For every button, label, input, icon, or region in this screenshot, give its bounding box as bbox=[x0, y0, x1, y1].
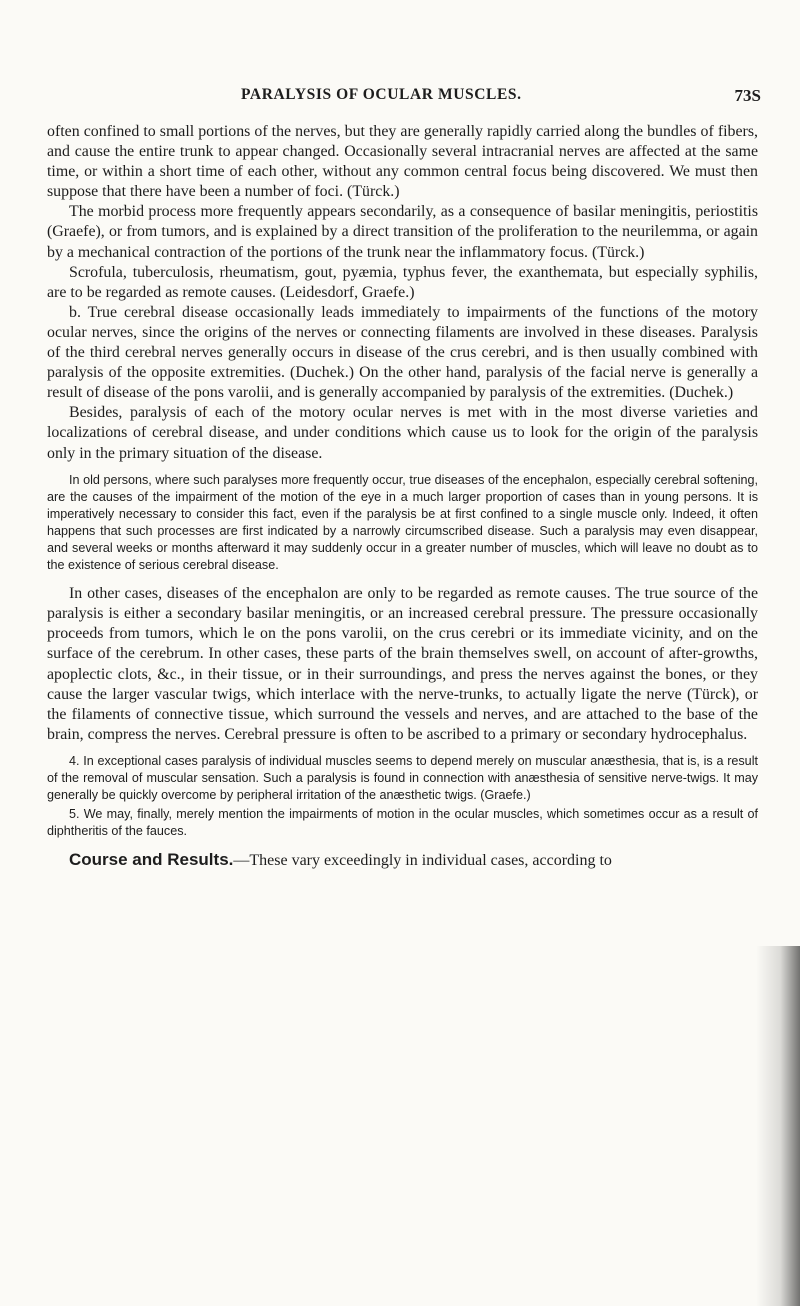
course-and-results bbox=[47, 850, 758, 871]
note-diphtheritis: 5. We may, finally, merely mention the impairments of motion in the ocular muscles, which sometimes occur as a result of diphtheritis of the fauces. bbox=[47, 807, 758, 839]
note-old-persons: In old persons, where such paralyses more frequently occur, true diseases of the encephalon, especially cerebral softening, are the causes of the impairment of the motion of the eye in a much larger proportion of cases than in young persons. It is imperatively necessary to consider this fact, even if the paralysis be at first confined to a single muscle only. Indeed, it often happens that such processes are first indicated by a narrowly circumscribed disease. Such a paralysis may even disappear, and several weeks or months afterward it may suddenly occur in a greater number of muscles, which will leave no doubt as to the existence of serious cerebral disease. bbox=[47, 472, 758, 573]
paragraph-remote-causes: Scrofula, tuberculosis, rheumatism, gout, pyæmia, typhus fever, the exanthemata, but especially syphilis, are to be regarded as remote causes. (Leidesdorf, Graefe.) bbox=[47, 263, 758, 301]
paragraph-other-cases: In other cases, diseases of the encephalon are only to be regarded as remote causes. The true source of the paralysis is either a secondary basilar meningitis, or an increased cerebral pressure. The pressure occasionally proceeds from tumors, which le on the pons varolii, on the crus cerebri or its immediate vicinity, and on the surface of the cerebrum. In other cases, these parts of the brain themselves swell, on account of after-growths, apoplectic clots, &c., in their tissue, or in their surroundings, and press the nerves against the bones, or they cause the larger vascular twigs, which interlace with the nerve-trunks, to actually ligate the nerve (Türck), or the filaments of connective tissue, which surround the vessels and nerves, and are attached to the base of the brain, compress the nerves. Cerebral pressure is often to be ascribed to a primary or secondary hydrocephalus. bbox=[47, 585, 758, 743]
course-heading: Course and Results. bbox=[69, 850, 234, 870]
paragraph-cerebral-disease: b. True cerebral disease occasionally leads immediately to impairments of the functions of the motory ocular nerves, since the origins of the nerves or connecting filaments are involved in these diseases. Paralysis of the third cerebral nerves generally occurs in disease of the crus cerebri, and is then usually combined with paralysis of the opposite extremities. (Duchek.) On the other hand, paralysis of the facial nerve is generally a result of disease of the pons varolii, and is generally accompanied by paralysis of the extremities. (Duchek.) bbox=[47, 303, 758, 402]
running-head: PARALYSIS OF OCULAR MUSCLES. bbox=[241, 86, 522, 103]
paragraph-diverse-varieties: Besides, paralysis of each of the motory ocular nerves is met with in the most diverse varieties and localizations of cerebral disease, and under conditions which cause us to look for the origin of the paralysis only in the primary situation of the disease. bbox=[47, 404, 758, 462]
page-body bbox=[47, 122, 758, 871]
paragraph-nerve-changes: often confined to small portions of the nerves, but they are generally rapidly carried along the bundles of fibers, and cause the entire trunk to appear changed. Occasionally several intracranial nerves are affected at the same time, or within a short time of each other, without any common central focus being discovered. We must then suppose that there have been a number of foci. (Türck.) bbox=[47, 123, 758, 201]
paragraph-secondary-process: The morbid process more frequently appears secondarily, as a consequence of basilar meningitis, periostitis (Graefe), or from tumors, and is explained by a direct transition of the proliferation to the neurilemma, or again by a mechanical contraction of the portions of the trunk near the inflammatory focus. (Türck.) bbox=[47, 203, 758, 261]
page-number: 73S bbox=[734, 86, 761, 105]
page-header bbox=[241, 86, 761, 110]
course-text: —These vary exceedingly in individual cases, according to bbox=[233, 852, 612, 870]
note-muscular-anaesthesia: 4. In exceptional cases paralysis of individual muscles seems to depend merely on muscular anæsthesia, that is, is a result of the removal of muscular sensation. Such a paralysis is found in connection with anæsthesia of sensitive nerve-twigs. It may generally be quickly overcome by peripheral irritation of the anæsthetic twigs. (Graefe.) bbox=[47, 753, 758, 803]
binding-shadow bbox=[756, 946, 800, 1306]
